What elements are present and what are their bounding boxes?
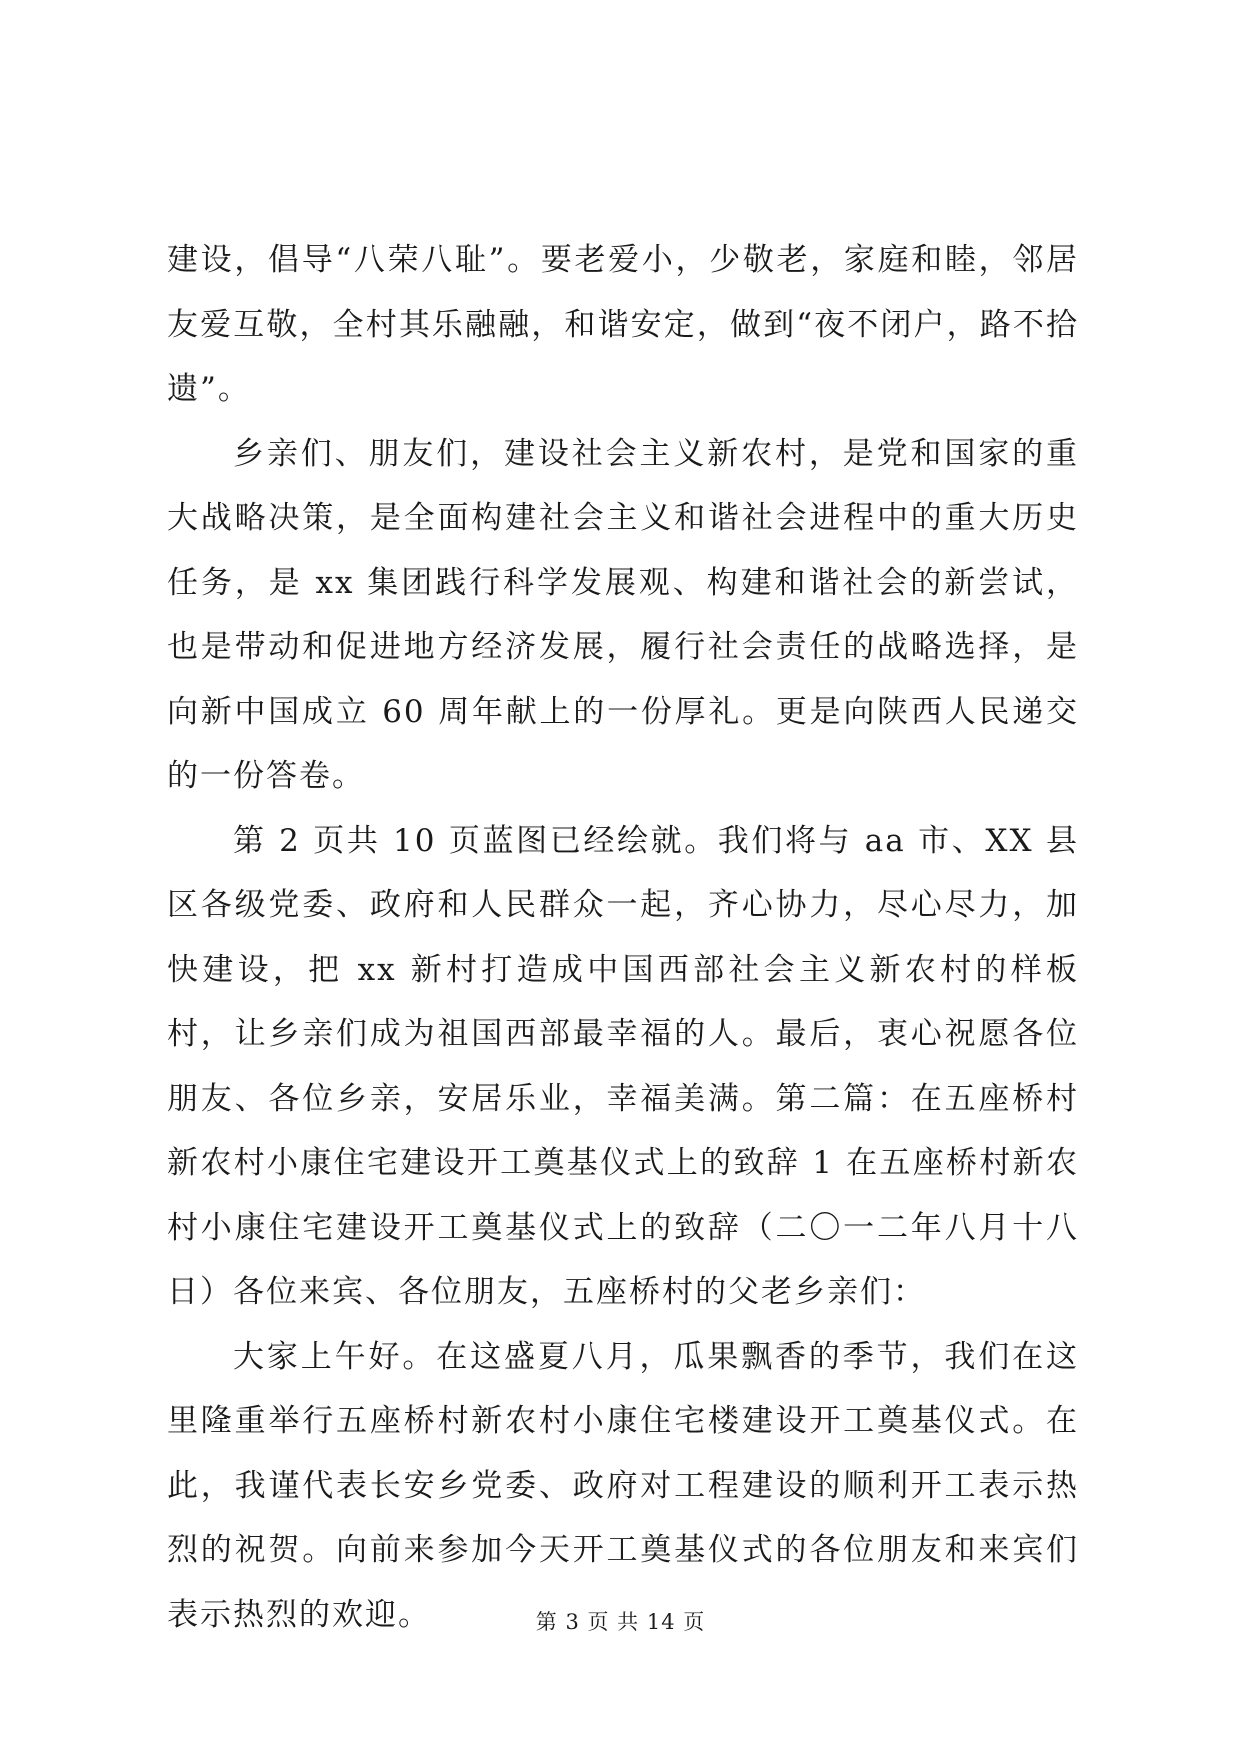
paragraph-continuation: 建设，倡导“八荣八耻”。要老爱小，少敬老，家庭和睦，邻居友爱互敬，全村其乐融融，和谐安定，做到“夜不闭户，路不拾遗”。: [167, 242, 1079, 407]
paragraph-village-significance: 乡亲们、朋友们，建设社会主义新农村，是党和国家的重大战略决策，是全面构建社会主义和谐社会进程中的重大历史任务，是 xx 集团践行科学发展观、构建和谐社会的新尝试，也是带动和促进地方经济发展，履行社会责任的战略选择，是向新中国成立 60 周年献上的一份厚礼。更是向陕西人民递交的一份答卷。: [167, 435, 1079, 794]
paragraph-greeting: 大家上午好。在这盛夏八月，瓜果飘香的季节，我们在这里隆重举行五座桥村新农村小康住宅楼建设开工奠基仪式。在此，我谨代表长安乡党委、政府对工程建设的顺利开工表示热烈的祝贺。向前来参加今天开工奠基仪式的各位朋友和来宾们表示热烈的欢迎。: [167, 1338, 1079, 1633]
document-body: [167, 228, 1079, 1647]
paragraph-blueprint-and-second-speech: 第 2 页共 10 页蓝图已经绘就。我们将与 aa 市、XX 县区各级党委、政府和人民群众一起，齐心协力，尽心尽力，加快建设，把 xx 新村打造成中国西部社会主义新农村的样板村，让乡亲们成为祖国西部最幸福的人。最后，衷心祝愿各位朋友、各位乡亲，安居乐业，幸福美满。第二篇：在五座桥村新农村小康住宅建设开工奠基仪式上的致辞 1 在五座桥村新农村小康住宅建设开工奠基仪式上的致辞（二〇一二年八月十八日）各位来宾、各位朋友，五座桥村的父老乡亲们：: [167, 822, 1079, 1310]
page-number-footer: 第 3 页 共 14 页: [535, 1610, 706, 1634]
